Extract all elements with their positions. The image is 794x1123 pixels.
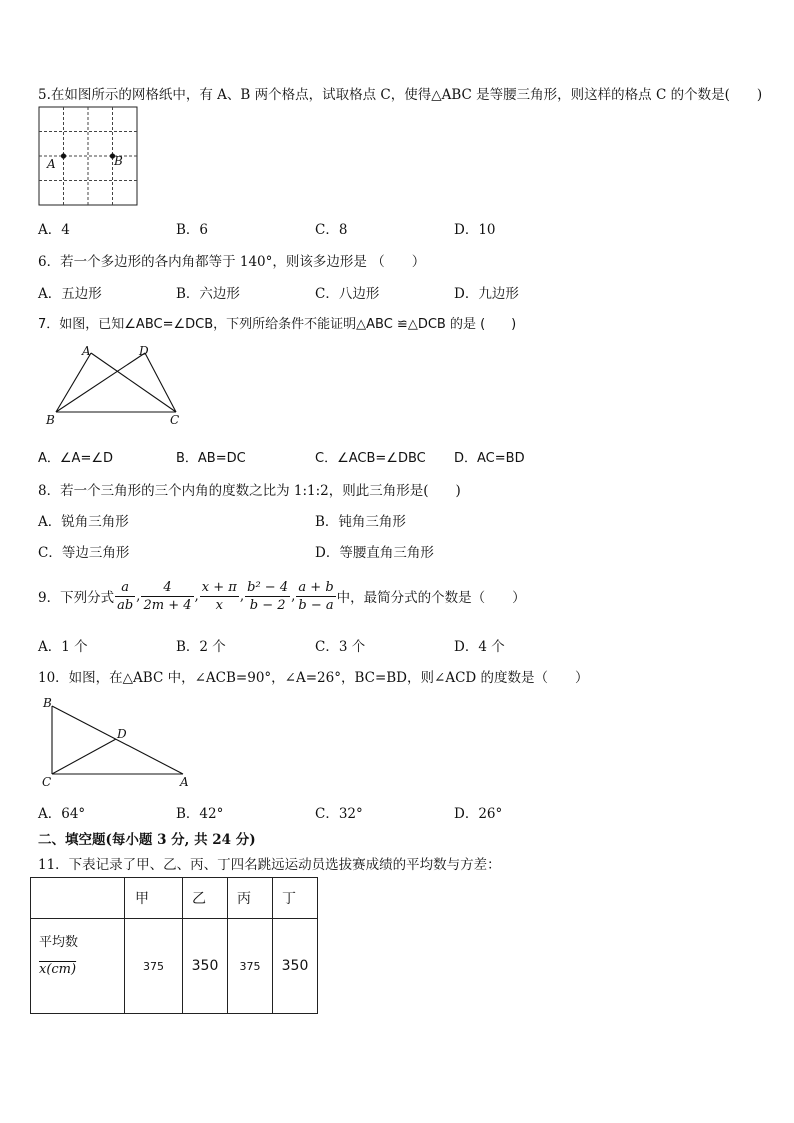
point-a xyxy=(61,153,66,158)
table-cell: 375 xyxy=(125,919,183,1014)
q7-label-c: C xyxy=(170,413,180,427)
table-header-cell: 丙 xyxy=(228,878,273,919)
q9-fraction-2: 4 2m + 4 xyxy=(143,579,192,613)
table-row xyxy=(31,919,318,1014)
q10-label-a: A xyxy=(180,775,189,789)
table-header-row xyxy=(31,878,318,919)
q6-option-b[interactable]: B．六边形 xyxy=(176,286,240,302)
q9-option-b[interactable]: B．2 个 xyxy=(176,639,226,655)
table-cell: 375 xyxy=(228,919,273,1014)
q9-prefix: 9．下列分式 xyxy=(38,590,115,606)
q5-option-a[interactable]: A．4 xyxy=(38,222,70,238)
q8-text: 8．若一个三角形的三个内角的度数之比为 1:1:2，则此三角形是( ) xyxy=(38,483,461,499)
q5-text: 5.在如图所示的网格纸中，有 A、B 两个格点，试取格点 C，使得△ABC 是等腰三角形，则这样的格点 C 的个数是( ) xyxy=(38,87,763,103)
q7-option-d[interactable]: D．AC=BD xyxy=(454,451,525,466)
table-header-cell: 丁 xyxy=(273,878,318,919)
table-row-label xyxy=(31,919,125,1014)
q5-option-c[interactable]: C．8 xyxy=(315,222,348,238)
q7-text: 7．如图，已知∠ABC=∠DCB，下列所给条件不能证明△ABC ≌△DCB 的是 ( ) xyxy=(38,317,517,332)
q6-option-c[interactable]: C．八边形 xyxy=(315,286,380,302)
q6-option-d[interactable]: D．九边形 xyxy=(454,286,519,302)
q10-option-d[interactable]: D．26° xyxy=(454,806,503,822)
table-cell: 350 xyxy=(183,919,228,1014)
q10-triangle-figure xyxy=(44,700,194,782)
q9-fraction-1: a ab xyxy=(117,579,134,613)
q10-text: 10．如图，在△ABC 中，∠ACB=90°，∠A=26°，BC=BD，则∠ACD 的度数是（ ） xyxy=(38,670,589,686)
q7-label-b: B xyxy=(46,413,55,427)
q5-option-b[interactable]: B．6 xyxy=(176,222,209,238)
q7-triangle-figure xyxy=(50,345,185,420)
q6-option-a[interactable]: A．五边形 xyxy=(38,286,102,302)
q9-fraction-4: b² − 4 b − 2 xyxy=(247,579,289,613)
q10-label-d: D xyxy=(117,727,127,741)
q10-option-c[interactable]: C．32° xyxy=(315,806,363,822)
q8-option-d[interactable]: D．等腰直角三角形 xyxy=(315,545,434,561)
q8-option-a[interactable]: A．锐角三角形 xyxy=(38,514,129,530)
table-header-cell: 乙 xyxy=(183,878,228,919)
q8-option-b[interactable]: B．钝角三角形 xyxy=(315,514,406,530)
q9-option-d[interactable]: D．4 个 xyxy=(454,639,505,655)
q9-fraction-3: x + π x xyxy=(201,579,237,613)
q5-option-d[interactable]: D．10 xyxy=(454,222,496,238)
q8-option-c[interactable]: C．等边三角形 xyxy=(38,545,130,561)
q9-line: 9．下列分式 a ab , 4 2m + 4 , x + π x , b² − 4 b − 2 , a + b b − a 中，最简分式的个数是（ ） xyxy=(38,579,526,613)
q7-option-a[interactable]: A．∠A=∠D xyxy=(38,451,113,466)
q10-option-b[interactable]: B．42° xyxy=(176,806,224,822)
q6-text: 6．若一个多边形的各内角都等于 140°，则该多边形是 （ ） xyxy=(38,254,426,270)
q10-label-c: C xyxy=(42,775,52,789)
section-heading: 二、填空题(每小题 3 分, 共 24 分) xyxy=(38,832,256,848)
q11-text: 11．下表记录了甲、乙、丙、丁四名跳远运动员选拔赛成绩的平均数与方差： xyxy=(38,857,501,873)
table-header-cell: 甲 xyxy=(125,878,183,919)
table-cell: 350 xyxy=(273,919,318,1014)
table-header-cell xyxy=(31,878,125,919)
q5-label-b: B xyxy=(114,154,123,168)
q10-option-a[interactable]: A．64° xyxy=(38,806,86,822)
q7-label-a: A xyxy=(82,344,91,358)
q7-option-b[interactable]: B．AB=DC xyxy=(176,451,246,466)
q5-label-a: A xyxy=(47,157,56,171)
q9-option-c[interactable]: C．3 个 xyxy=(315,639,366,655)
q7-label-d: D xyxy=(139,344,149,358)
q9-suffix: 中，最简分式的个数是（ ） xyxy=(336,590,526,606)
q10-label-b: B xyxy=(43,696,52,710)
q9-fraction-5: a + b b − a xyxy=(298,579,334,613)
row-label-line1: 平均数 xyxy=(39,935,79,950)
q11-table xyxy=(30,877,318,1014)
row-label-line2: x(cm) xyxy=(39,962,77,977)
q9-option-a[interactable]: A．1 个 xyxy=(38,639,88,655)
q7-option-c[interactable]: C．∠ACB=∠DBC xyxy=(315,451,426,466)
